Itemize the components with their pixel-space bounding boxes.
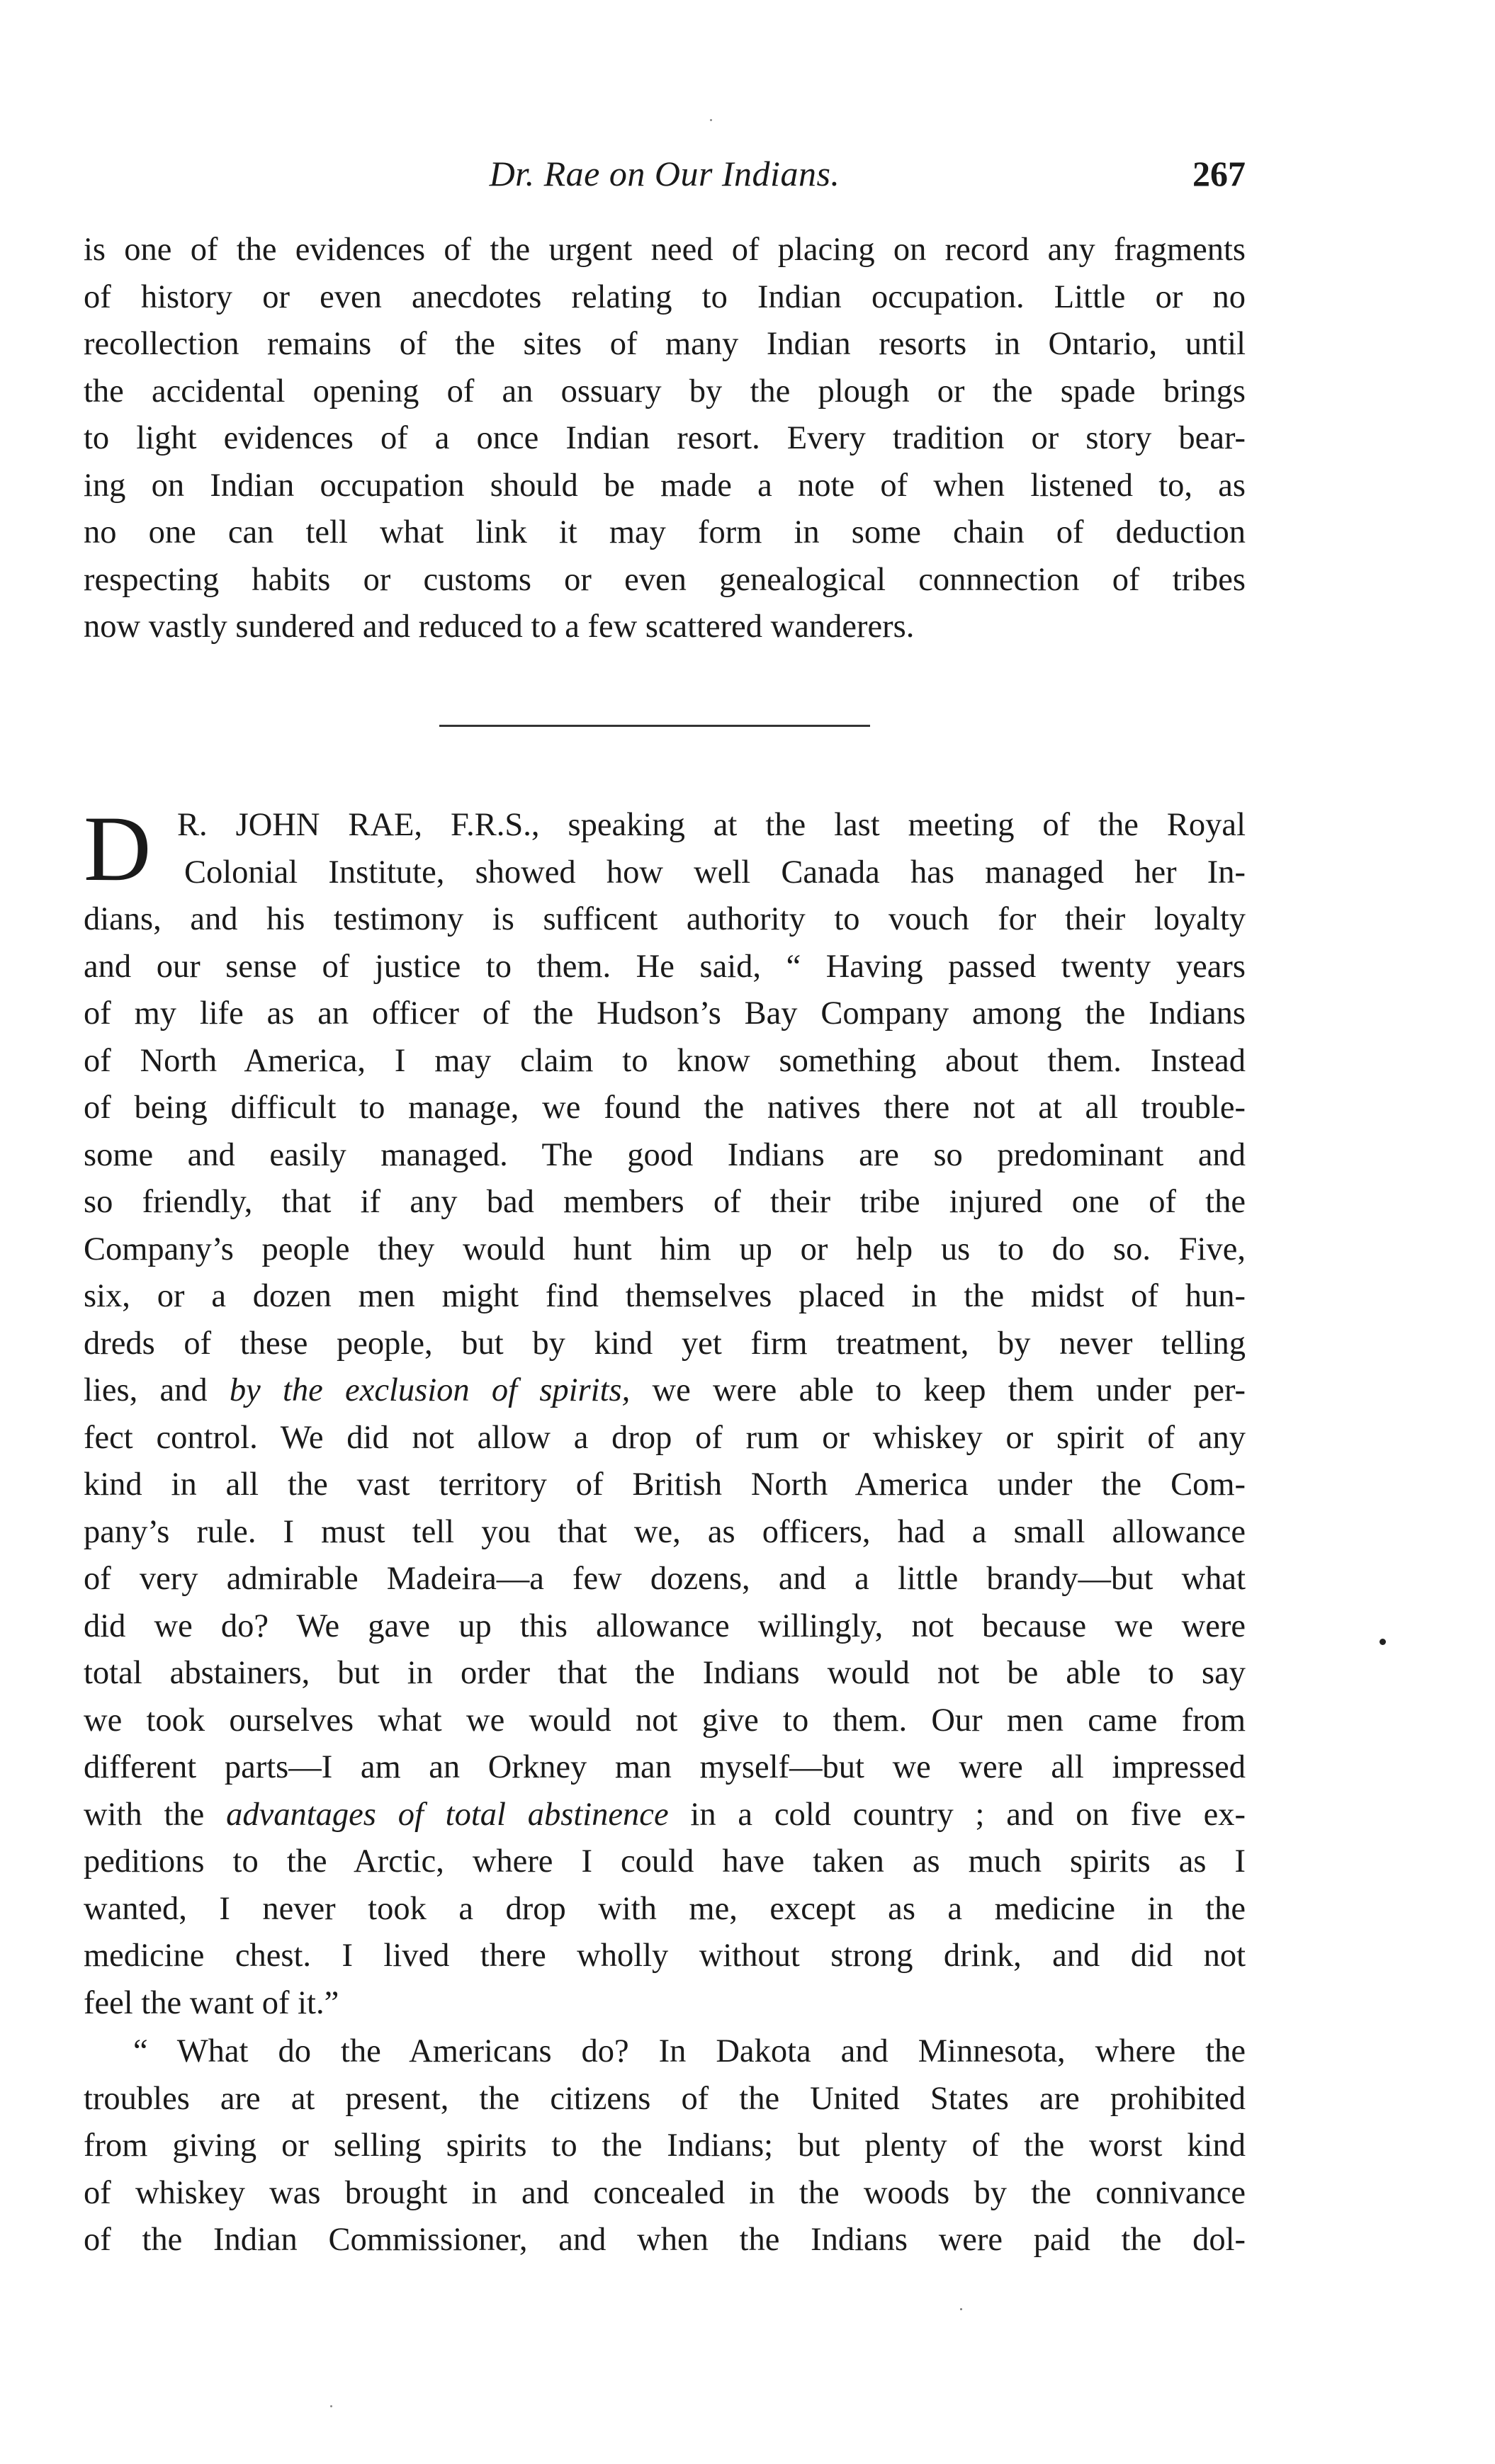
text-line: of my life as an officer of the Hudson’s Bay Company among the Indians [84, 995, 1246, 1032]
italic-emphasis: advantages of total abstinence [226, 1796, 669, 1833]
text-line: of very admirable Madeira—a few dozens, and a little brandy—but what [84, 1561, 1246, 1597]
drop-cap: D [84, 796, 152, 900]
paragraph-continuation [84, 227, 1246, 651]
section-divider [439, 725, 870, 727]
text-line: Company’s people they would hunt him up or help us to do so. Five, [84, 1231, 1246, 1267]
text-line: the accidental opening of an ossuary by the plough or the spade brings [84, 373, 1246, 409]
italic-emphasis: by the exclusion of spirits, [229, 1372, 631, 1408]
text-line: is one of the evidences of the urgent need of placing on record any fragments [84, 232, 1246, 268]
text-line: of whiskey was brought in and concealed in the woods by the connivance [84, 2174, 1246, 2211]
text-line: of the Indian Commissioner, and when the Indians were paid the dol- [84, 2222, 1246, 2258]
text-line: to light evidences of a once Indian resort. Every tradition or story bear- [84, 420, 1246, 456]
text-line: Colonial Institute, showed how well Canada has managed her In- [184, 854, 1246, 891]
text-line: of North America, I may claim to know something about them. Instead [84, 1042, 1246, 1079]
article-paragraph [84, 2028, 1246, 2264]
text-line: wanted, I never took a drop with me, except as a medicine in the [84, 1890, 1246, 1927]
scan-speck [710, 119, 712, 121]
text-run: in a cold country ; and on five ex- [668, 1796, 1246, 1833]
text-line: kind in all the vast territory of British North America under the Com- [84, 1466, 1246, 1503]
text-line: no one can tell what link it may form in some chain of deduction [84, 514, 1246, 550]
scan-speck [330, 2405, 332, 2407]
scan-speck [960, 2308, 962, 2310]
text-run: with the [84, 1796, 227, 1833]
text-line: from giving or selling spirits to the Indians; but plenty of the worst kind [84, 2127, 1246, 2164]
text-line: troubles are at present, the citizens of the United States are prohibited [84, 2080, 1246, 2117]
text-line: medicine chest. I lived there wholly without strong drink, and did not [84, 1938, 1246, 1974]
running-title: Dr. Rae on Our Indians. [489, 154, 840, 193]
text-run: we were able to keep them under per- [630, 1372, 1246, 1408]
text-line: of being difficult to manage, we found the natives there not at all trouble- [84, 1090, 1246, 1126]
text-line: we took ourselves what we would not give to them. Our men came from [84, 1702, 1246, 1739]
text-line: total abstainers, but in order that the Indians would not be able to say [84, 1655, 1246, 1691]
text-line: “ What do the Americans do? In Dakota and Minnesota, where the [133, 2033, 1246, 2069]
text-line: dians, and his testimony is sufficent authority to vouch for their loyalty [84, 901, 1246, 937]
text-line: dreds of these people, but by kind yet firm treatment, by never telling [84, 1325, 1246, 1362]
text-line: different parts—I am an Orkney man myself—but we were all impressed [84, 1749, 1246, 1785]
opening-text: R. JOHN RAE, F.R.S., speaking at the last meeting of the Royal [177, 807, 1246, 843]
text-line: recollection remains of the sites of many Indian resorts in Ontario, until [84, 326, 1246, 362]
text-line: so friendly, that if any bad members of their tribe injured one of the [84, 1184, 1246, 1220]
text-line [84, 1792, 1246, 1839]
text-line: feel the want of it.” [84, 1984, 339, 2021]
running-head [84, 145, 1246, 202]
text-line: fect control. We did not allow a drop of rum or whiskey or spirit of any [84, 1419, 1246, 1456]
text-run: lies, and [84, 1372, 230, 1408]
text-line: pany’s rule. I must tell you that we, as officers, had a small allowance [84, 1513, 1246, 1550]
text-line: and our sense of justice to them. He said, “ Having passed twenty years [84, 948, 1246, 985]
text-line: ing on Indian occupation should be made a note of when listened to, as [84, 467, 1246, 504]
text-line: did we do? We gave up this allowance willingly, not because we were [84, 1607, 1246, 1644]
text-line: some and easily managed. The good Indians are so predominant and [84, 1136, 1246, 1173]
text-line: six, or a dozen men might find themselves placed in the midst of hun- [84, 1278, 1246, 1314]
text-line: of history or even anecdotes relating to Indian occupation. Little or no [84, 278, 1246, 315]
article-paragraph [84, 796, 1246, 2027]
page-number: 267 [1192, 154, 1246, 193]
text-line: peditions to the Arctic, where I could have taken as much spirits as I [84, 1843, 1246, 1880]
text-line: now vastly sundered and reduced to a few scattered wanderers. [84, 609, 915, 645]
text-line: respecting habits or customs or even genealogical connnection of tribes [84, 561, 1246, 598]
text-line [84, 1367, 1246, 1415]
scan-speck [1380, 1639, 1386, 1645]
